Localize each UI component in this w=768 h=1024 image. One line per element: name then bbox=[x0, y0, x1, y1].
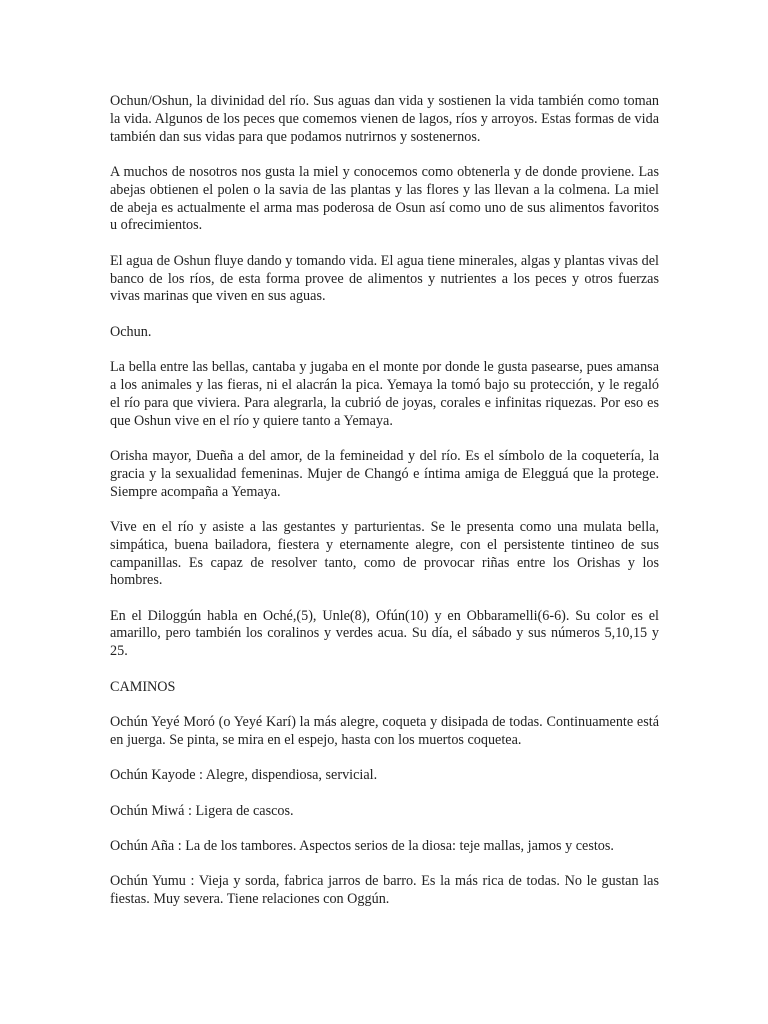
heading-caminos: CAMINOS bbox=[110, 678, 176, 695]
paragraph-honey: A muchos de nosotros nos gusta la miel y conocemos como obtenerla y de donde proviene. Las abejas obtienen el polen o la savia de las plantas y las flores y las llevan a la colmena. La miel de abeja es actualmente el arma mas poderosa de Osun así como uno de sus alimentos favoritos u ofrecimientos. bbox=[110, 163, 659, 234]
paragraph-orisha-mayor: Orisha mayor, Dueña a del amor, de la femineidad y del río. Es el símbolo de la coquetería, la gracia y la sexualidad femeninas. Mujer de Changó e íntima amiga de Elegguá que la protege. Siempre acompaña a Yemaya. bbox=[110, 447, 659, 500]
paragraph-ochun-river: Ochun/Oshun, la divinidad del río. Sus aguas dan vida y sostienen la vida también como toman la vida. Algunos de los peces que comemos vienen de lagos, ríos y arroyos. Estas formas de vida también dan sus vidas para que podamos nutrirnos y sostenernos. bbox=[110, 93, 659, 145]
paragraph-miwa: Ochún Miwá : Ligera de cascos. bbox=[110, 802, 294, 819]
paragraph-yeye-moro: Ochún Yeyé Moró (o Yeyé Karí) la más alegre, coqueta y disipada de todas. Continuamente está en juerga. Se pinta, se mira en el espejo, hasta con los muertos coquetea. bbox=[110, 714, 659, 748]
paragraph-bella: La bella entre las bellas, cantaba y jugaba en el monte por donde le gusta pasearse, pues amansa a los animales y las fieras, ni el alacrán la pica. Yemaya la tomó bajo su protección, y le regaló el río para que viviera. Para alegrarla, la cubrió de joyas, corales e infinitas riquezas. Por eso es que Oshun vive en el río y quiere tanto a Yemaya. bbox=[110, 359, 659, 429]
paragraph-water: El agua de Oshun fluye dando y tomando vida. El agua tiene minerales, algas y plantas vivas del banco de los ríos, de esta forma provee de alimentos y nutrientes a los peces y otros fuerzas vivas marinas que viven en sus aguas. bbox=[110, 252, 659, 305]
paragraph-yumu: Ochún Yumu : Vieja y sorda, fabrica jarros de barro. Es la más rica de todas. No le gustan las fiestas. Muy severa. Tiene relaciones con Oggún. bbox=[110, 873, 659, 908]
paragraph-ana: Ochún Aña : La de los tambores. Aspectos serios de la diosa: teje mallas, jamos y cestos. bbox=[110, 838, 614, 855]
heading-ochun: Ochun. bbox=[110, 323, 152, 340]
paragraph-vive-rio: Vive en el río y asiste a las gestantes y parturientas. Se le presenta como una mulata bella, simpática, buena bailadora, fiestera y eternamente alegre, con el persistente tintineo de sus campanillas. Es capaz de resolver tanto, como de provocar riñas entre los Orishas y los hombres. bbox=[110, 518, 659, 589]
paragraph-kayode: Ochún Kayode : Alegre, dispendiosa, servicial. bbox=[110, 767, 378, 784]
document-page bbox=[110, 93, 659, 927]
paragraph-diloggun: En el Diloggún habla en Oché,(5), Unle(8), Ofún(10) y en Obbaramelli(6-6). Su color es el amarillo, pero también los coralinos y verdes acua. Su día, el sábado y sus números 5,10,15 y 25. bbox=[110, 607, 659, 660]
